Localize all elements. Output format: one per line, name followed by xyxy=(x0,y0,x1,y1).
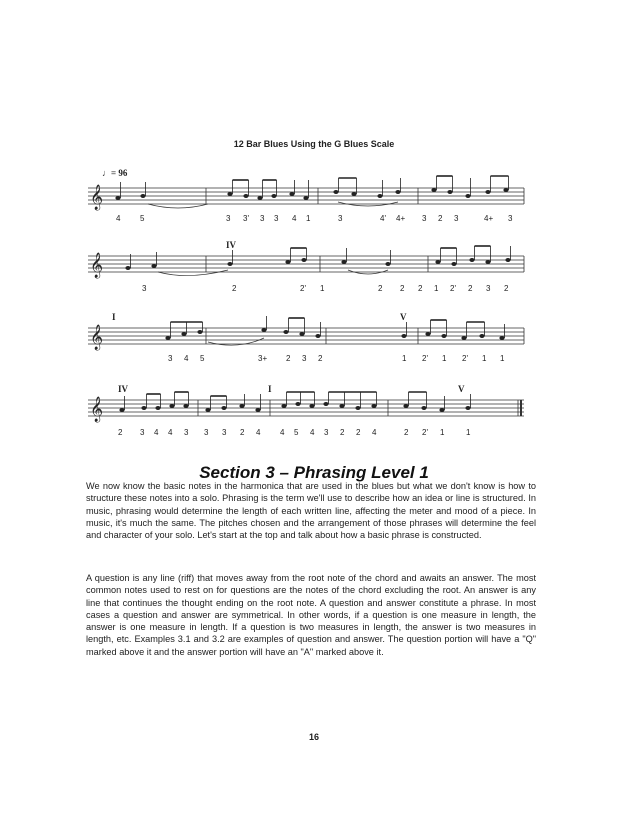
music-system-2: IV 𝄞 3 2 2' 1 2 2 2 1 2' 2 3 2 xyxy=(88,240,524,300)
chord-symbol: IV xyxy=(118,384,129,394)
page-number: 16 xyxy=(308,732,319,742)
music-system-1: 𝄞 ♩= 96 4 5 3 3' 3 3 4 1 3 4' 4+ 3 2 3 4+ 3 xyxy=(88,168,524,228)
chord-symbol: I xyxy=(112,312,116,322)
paragraph-2: A question is any line (riff) that moves away from the root note of the chord and awaits an answer. The most common notes used to rest on for questions are the notes of the chord excluding the root. An answer is any line that continues the thought ending on the root note. A question and answer constitute a phrase. In most cases a question and answer are symmetrical. In other words, if a question is one measure in length, the answer is one measure in length. If a question is two measures in length, the answer is two measures in length, etc. Examples 3.1 and 3.2 are examples of question and answer. The question portion will have a "Q" marked above it and the answer portion will have an "A" marked above it. xyxy=(86,573,536,657)
treble-clef-icon: 𝄞 xyxy=(90,325,104,350)
staff-1 xyxy=(88,168,524,218)
chord-symbol: IV xyxy=(226,240,237,250)
chord-symbol: V xyxy=(458,384,465,394)
staff-2 xyxy=(88,240,524,290)
page-title: 12 Bar Blues Using the G Blues Scale xyxy=(233,139,395,149)
section-heading: Section 3 – Phrasing Level 1 xyxy=(199,463,429,482)
chord-symbol: I xyxy=(268,384,272,394)
treble-clef-icon: 𝄞 xyxy=(90,253,104,278)
staff-4 xyxy=(88,384,524,434)
music-system-4: IV I V 𝄞 2 3 4 4 3 3 3 2 4 4 5 4 3 2 2 4 2 2' 1 1 xyxy=(88,384,524,444)
paragraph-1: We now know the basic notes in the harmonica that are used in the blues but what we don't know is how to structure these notes into a solo. Phrasing is the term we'll use to describe how an idea or line is structured. In music, phrasing would determine the length of each written line, affecting the meter and mood of a piece. In music, it's much the same. The pitches chosen and the arrangement of those phrases will determine the feel and character of your solo. Let's start at the top and talk about how a basic phrase is constructed. xyxy=(86,481,536,541)
treble-clef-icon: 𝄞 xyxy=(90,397,104,422)
tempo-mark: ♩= 96 xyxy=(102,168,128,178)
chord-symbol: V xyxy=(400,312,407,322)
treble-clef-icon: 𝄞 xyxy=(90,185,104,210)
music-system-3: I V 𝄞 3 4 5 3+ 2 3 2 1 2' 1 2' 1 1 xyxy=(88,312,524,372)
